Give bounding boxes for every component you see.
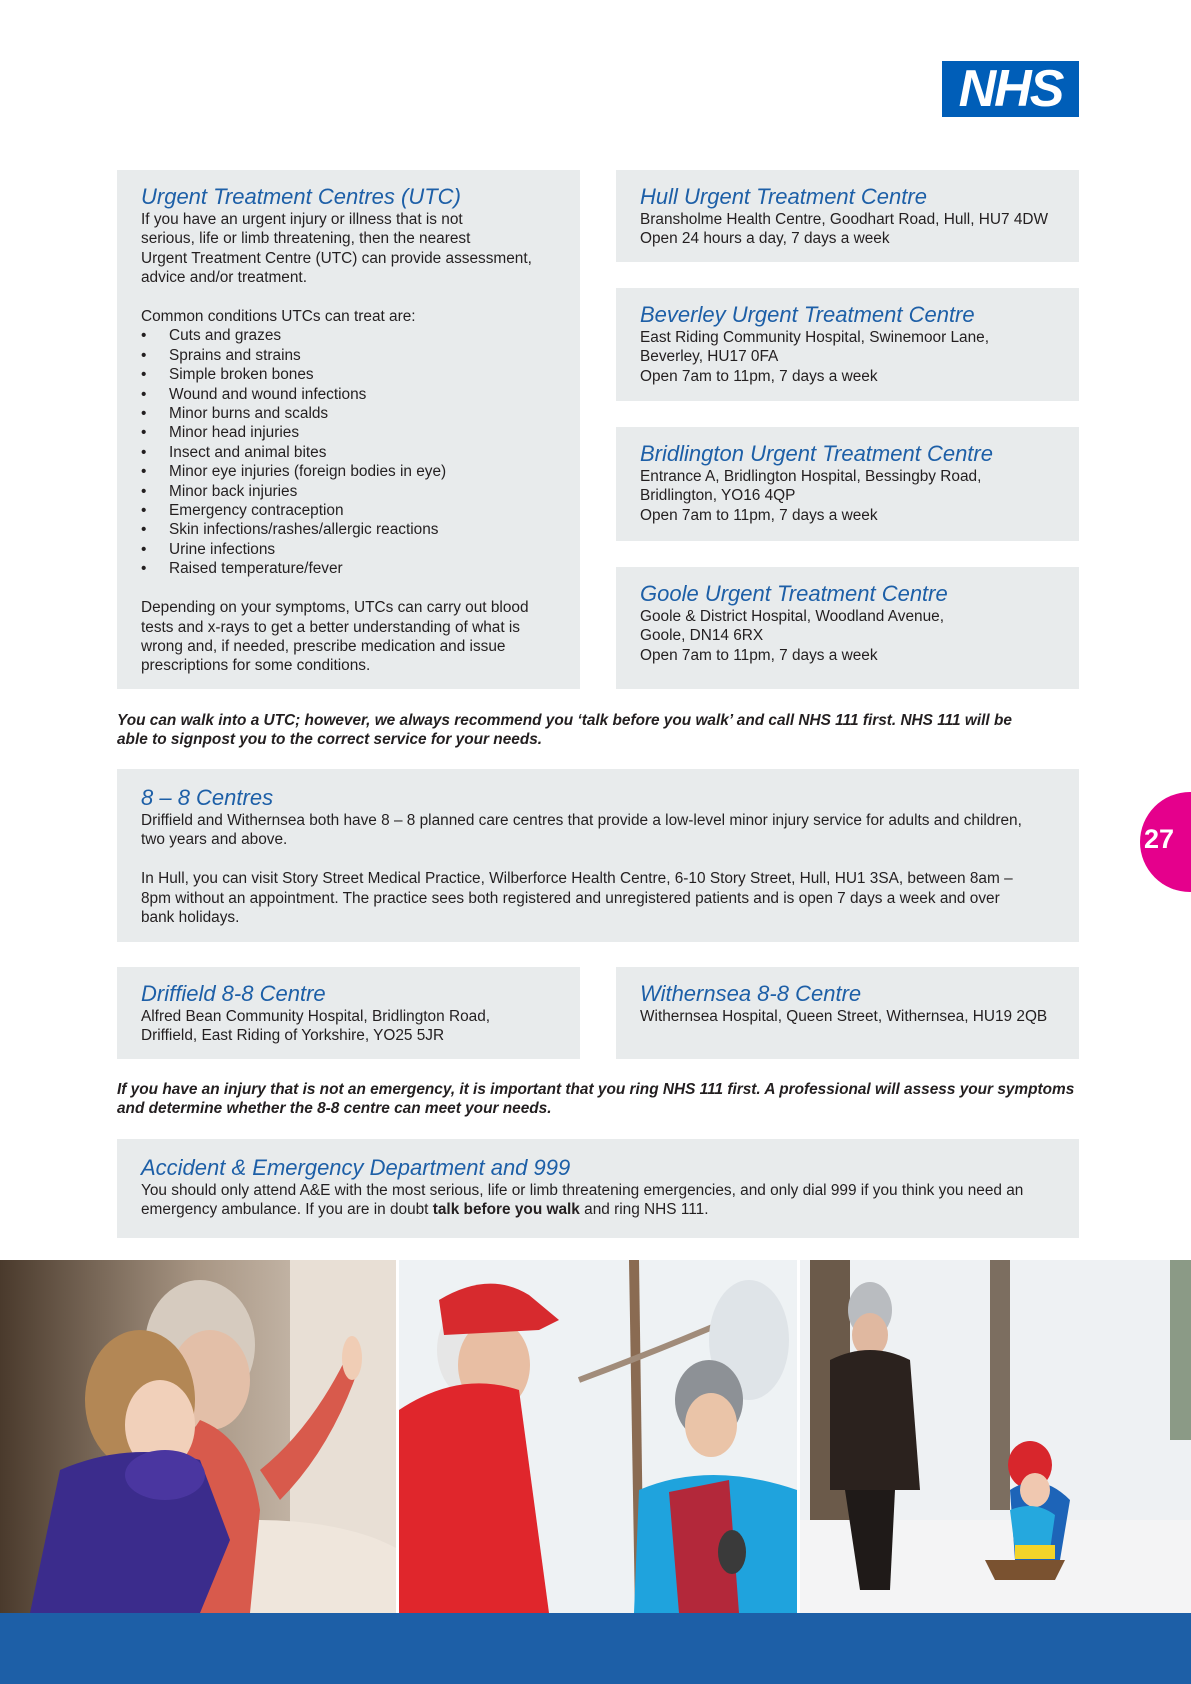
goole-utc-heading: Goole Urgent Treatment Centre xyxy=(640,581,948,606)
condition-item: • Minor eye injuries (foreign bodies in eye) xyxy=(141,462,556,481)
condition-item: • Minor back injuries xyxy=(141,482,556,501)
condition-item: • Simple broken bones xyxy=(141,365,556,384)
goole-utc-box xyxy=(616,567,1079,689)
driffield-address: Alfred Bean Community Hospital, Bridlington Road, xyxy=(141,1008,491,1025)
withernsea-heading: Withernsea 8-8 Centre xyxy=(640,981,862,1006)
bridlington-utc-heading: Bridlington Urgent Treatment Centre xyxy=(640,441,993,466)
ae-line xyxy=(141,1200,1055,1219)
note-line: able to signpost you to the correct service for your needs. xyxy=(117,731,543,749)
bridlington-utc-address: Entrance A, Bridlington Hospital, Bessingby Road, xyxy=(640,468,982,485)
bridlington-utc-address: Bridlington, YO16 4QP xyxy=(640,487,796,505)
hull-utc-box xyxy=(616,170,1079,262)
footer-band xyxy=(0,1613,1191,1684)
utc-info-box xyxy=(117,170,580,689)
condition-item: • Cuts and grazes xyxy=(141,326,556,345)
condition-item: • Urine infections xyxy=(141,540,556,559)
beverley-utc-address: East Riding Community Hospital, Swinemoor Lane, xyxy=(640,329,990,346)
bridlington-utc-box xyxy=(616,427,1079,541)
condition-item: • Insect and animal bites xyxy=(141,443,556,462)
note-line: You can walk into a UTC; however, we always recommend you ‘talk before you walk’ and call NHS 111 first. NHS 111 will be xyxy=(117,712,1012,729)
conditions-label: Common conditions UTCs can treat are: xyxy=(141,308,416,326)
eight-eight-para2-line: In Hull, you can visit Story Street Medical Practice, Wilberforce Health Centre, 6-10 Story Street, Hull, HU1 3SA, between 8am – xyxy=(141,870,1013,888)
goole-utc-address: Goole, DN14 6RX xyxy=(640,627,764,645)
ae-heading: Accident & Emergency Department and 999 xyxy=(141,1155,571,1180)
eight-eight-para2-line: 8pm without an appointment. The practice sees both registered and unregistered patients and is open 7 days a week and over xyxy=(141,889,1000,907)
eight-eight-para2-line: bank holidays. xyxy=(141,909,240,927)
beverley-utc-box xyxy=(616,288,1079,401)
couple-in-snow-photo xyxy=(399,1260,797,1613)
ae-line: You should only attend A&E with the most serious, life or limb threatening emergencies, and only dial 999 if you think you need an xyxy=(141,1182,1024,1199)
utc-intro-line: serious, life or limb threatening, then the nearest xyxy=(141,230,471,248)
utc-outro-line: Depending on your symptoms, UTCs can carry out blood xyxy=(141,599,529,617)
talk-before-you-walk-note xyxy=(117,711,1077,750)
ring-nhs-111-note xyxy=(117,1080,1077,1119)
utc-outro-line: prescriptions for some conditions. xyxy=(141,657,371,675)
withernsea-box xyxy=(616,967,1079,1059)
condition-item: • Minor burns and scalds xyxy=(141,404,556,423)
nhs-logo: NHS xyxy=(942,61,1079,117)
conditions-list xyxy=(141,326,556,578)
beverley-utc-hours: Open 7am to 11pm, 7 days a week xyxy=(640,367,878,385)
withernsea-address: Withernsea Hospital, Queen Street, Withernsea, HU19 2QB xyxy=(640,1008,1048,1025)
utc-outro-line: tests and x-rays to get a better understanding of what is xyxy=(141,618,520,636)
utc-outro-line: wrong and, if needed, prescribe medication and issue xyxy=(141,637,506,655)
grandmother-and-girl-photo xyxy=(0,1260,396,1613)
condition-item: • Wound and wound infections xyxy=(141,385,556,404)
eight-eight-para1-line: two years and above. xyxy=(141,831,288,849)
condition-item: • Sprains and strains xyxy=(141,346,556,365)
driffield-box xyxy=(117,967,580,1059)
eight-eight-box xyxy=(117,769,1079,942)
note-line: and determine whether the 8-8 centre can meet your needs. xyxy=(117,1100,552,1118)
family-sledging-photo xyxy=(800,1260,1191,1613)
note-line: If you have an injury that is not an emergency, it is important that you ring NHS 111 first. A professional will assess your symptoms xyxy=(117,1081,1075,1098)
goole-utc-address: Goole & District Hospital, Woodland Avenue, xyxy=(640,608,944,625)
beverley-utc-heading: Beverley Urgent Treatment Centre xyxy=(640,302,975,327)
driffield-address: Driffield, East Riding of Yorkshire, YO25 5JR xyxy=(141,1027,445,1045)
hull-utc-heading: Hull Urgent Treatment Centre xyxy=(640,184,927,209)
beverley-utc-address: Beverley, HU17 0FA xyxy=(640,348,779,366)
condition-item: • Raised temperature/fever xyxy=(141,559,556,578)
utc-intro-line: Urgent Treatment Centre (UTC) can provide assessment, xyxy=(141,249,532,267)
ae-text: emergency ambulance. If you are in doubt xyxy=(141,1201,433,1219)
utc-heading: Urgent Treatment Centres (UTC) xyxy=(141,184,461,209)
hull-utc-hours: Open 24 hours a day, 7 days a week xyxy=(640,230,890,248)
condition-item: • Minor head injuries xyxy=(141,423,556,442)
page-number: 27 xyxy=(1143,824,1175,854)
hull-utc-address: Bransholme Health Centre, Goodhart Road, Hull, HU7 4DW xyxy=(640,211,1049,228)
page-number-tab xyxy=(1140,792,1191,892)
condition-item: • Emergency contraception xyxy=(141,501,556,520)
bridlington-utc-hours: Open 7am to 11pm, 7 days a week xyxy=(640,506,878,524)
eight-eight-para1-line: Driffield and Withernsea both have 8 – 8 planned care centres that provide a low-level minor injury service for adults and children, xyxy=(141,812,1022,829)
talk-before-you-walk-emphasis: talk before you walk xyxy=(432,1201,580,1219)
ae-box xyxy=(117,1139,1079,1238)
utc-intro-line: advice and/or treatment. xyxy=(141,269,307,287)
driffield-heading: Driffield 8-8 Centre xyxy=(141,981,326,1006)
condition-item: • Skin infections/rashes/allergic reactions xyxy=(141,520,556,539)
utc-intro-line: If you have an urgent injury or illness that is not xyxy=(141,211,463,228)
goole-utc-hours: Open 7am to 11pm, 7 days a week xyxy=(640,646,878,664)
eight-eight-heading: 8 – 8 Centres xyxy=(141,785,274,810)
ae-text: and ring NHS 111. xyxy=(579,1201,709,1219)
